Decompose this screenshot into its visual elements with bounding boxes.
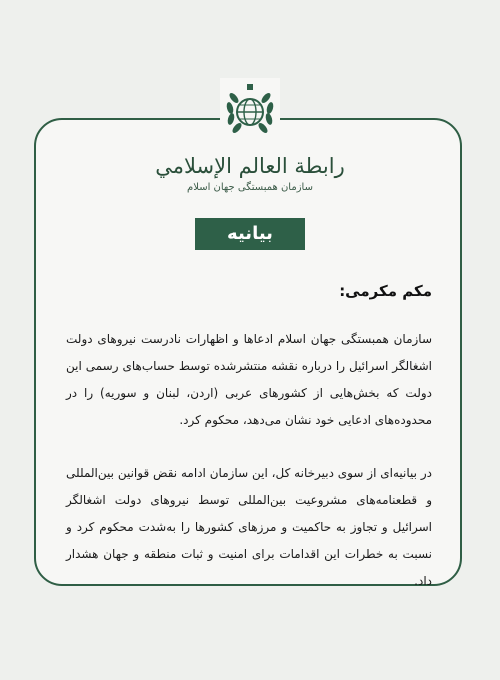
globe-laurel-emblem-icon bbox=[220, 78, 280, 148]
paragraph-1: سازمان همبستگی جهان اسلام ادعاها و اظهارات نادرست نیروهای دولت اشغالگر اسرائیل را درباره نقشه منتشرشده توسط حساب‌های رسمی این دولت که بخش‌هایی از کشورهای عربی (اردن، لبنان و سوریه) را در محدوده‌های ادعایی خود نشان می‌دهد، محکوم کرد. bbox=[66, 332, 432, 427]
statement-badge: بیانیه bbox=[195, 218, 305, 250]
paragraph-2: در بیانیه‌ای از سوی دبیرخانه کل، این سازمان ادامه نقض قوانین بین‌المللی و قطعنامه‌های مشروعیت بین‌المللی توسط نیروهای دولت اشغالگر اسرائیل و تجاوز به حاکمیت و مرزهای کشورها را به‌شدت محکوم کرد و نسبت به خطرات این اقدامات برای امنیت و ثبات منطقه و جهان هشدار داد. bbox=[66, 466, 432, 588]
organization-logotype bbox=[150, 152, 350, 196]
salutation: مکم مکرمی: bbox=[339, 282, 432, 300]
organization-name-persian: سازمان همبستگی جهان اسلام bbox=[187, 182, 313, 193]
organization-name-arabic: رابطة العالم الإسلامي bbox=[155, 154, 345, 178]
